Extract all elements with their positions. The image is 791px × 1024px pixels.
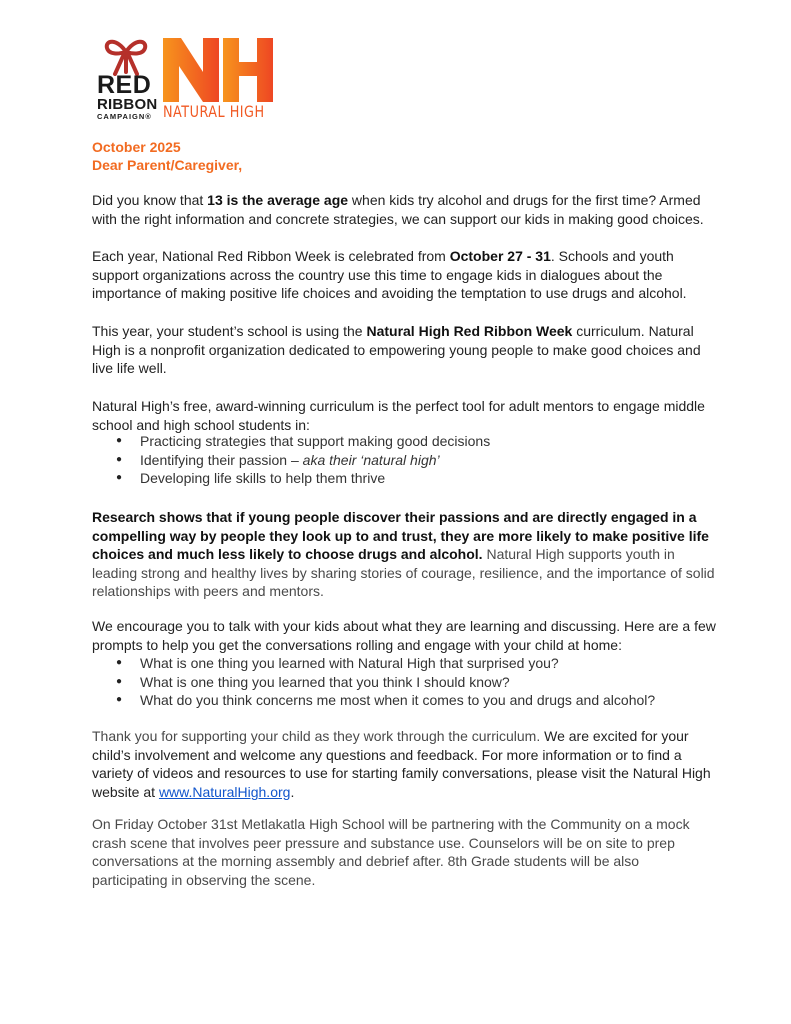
text: . Schools and youth support organizations across the country use this time to engage kids in dialogues about the importance of making positive life choices and avoiding the temptation to use drugs and alcohol. [92,248,687,302]
bold-research-statement: Research shows that if young people discover their passions and are directly engaged in a compelling way by people they look up to and trust, they are more likely to make positive life choices and much less likely to choose drugs and alcohol. [92,509,709,563]
prompt-bullet-list [92,654,717,710]
natural-high-nh-mark-icon [163,38,275,102]
paragraph-average-age [92,191,717,228]
bold-average-age: 13 is the average age [207,192,349,208]
curriculum-bullet-list [92,432,717,488]
text: Did you know that [92,192,208,208]
paragraph-free-curriculum: Natural High’s free, award-winning curriculum is the perfect tool for adult mentors to engage middle school and high school students in: [92,398,705,433]
logo-ribbon-text: RIBBON [97,96,158,113]
text: Each year, National Red Ribbon Week is celebrated from [92,248,450,264]
paragraph-encourage: We encourage you to talk with your kids about what they are learning and discussing. Here are a few prompts to help you get the conversations rolling and engage with your child at home: [92,618,716,653]
list-item [92,451,717,470]
text: This year, your student’s school is using the [92,323,367,339]
paragraph-red-ribbon-week [92,247,717,303]
paragraph-thank-you [92,727,717,801]
list-item [92,432,717,451]
bold-curriculum-name: Natural High Red Ribbon Week [366,323,573,339]
paragraph-research [92,508,717,601]
text: when kids try alcohol and drugs for the first time? Armed with the right information and concrete strategies, we can support our kids in making good choices. [92,192,704,227]
natural-high-wordmark: NATURAL HIGH [163,102,265,121]
logo-campaign-text: CAMPAIGN® [97,112,152,121]
text: Developing life skills to help them thrive [140,470,386,487]
list-item [92,469,717,488]
text: What is one thing you learned that you think I should know? [140,673,510,690]
text: Thank you for supporting your child as they work through the curriculum. [92,728,545,744]
list-item [92,654,717,673]
text: Natural High supports youth in leading strong and healthy lives by sharing stories of courage, resilience, and the importance of solid relationships with peers and mentors. [92,546,715,600]
text: Practicing strategies that support making good decisions [140,433,491,449]
bold-dates: October 27 - 31 [449,248,551,264]
ribbon-bow-icon [103,36,149,76]
list-item [92,673,717,692]
text: We are excited for your child’s involvement and welcome any questions and feedback. For more information or to find a variety of videos and resources to use for starting family conversations, please visit the Natural High website at [92,728,711,800]
paragraph-curriculum-intro [92,322,717,378]
italic-text: aka their ‘natural high’ [302,451,440,468]
text: What do you think concerns me most when it comes to you and drugs and alcohol? [140,692,656,709]
text: curriculum. Natural High is a nonprofit organization dedicated to empowering young people to make good choices and live life well. [92,323,701,377]
list-item [92,691,717,710]
logo-red-text: RED [97,71,152,99]
text: What is one thing you learned with Natural High that surprised you? [140,655,559,671]
text: Identifying their passion – [140,451,303,468]
letter-salutation: Dear Parent/Caregiver, [92,157,243,173]
text: . [290,783,295,800]
natural-high-website-link[interactable]: www.NaturalHigh.org [158,783,291,800]
red-ribbon-campaign-logo [97,36,159,122]
paragraph-mock-crash-event: On Friday October 31st Metlakatla High School will be partnering with the Community on a mock crash scene that involves peer pressure and substance use. Counselors will be on site to prep conversations at the morning assembly and debrief after. 8th Grade students will be also participating in observing the scene. [92,816,690,888]
letter-date: October 2025 [92,139,181,155]
logo [97,36,277,122]
